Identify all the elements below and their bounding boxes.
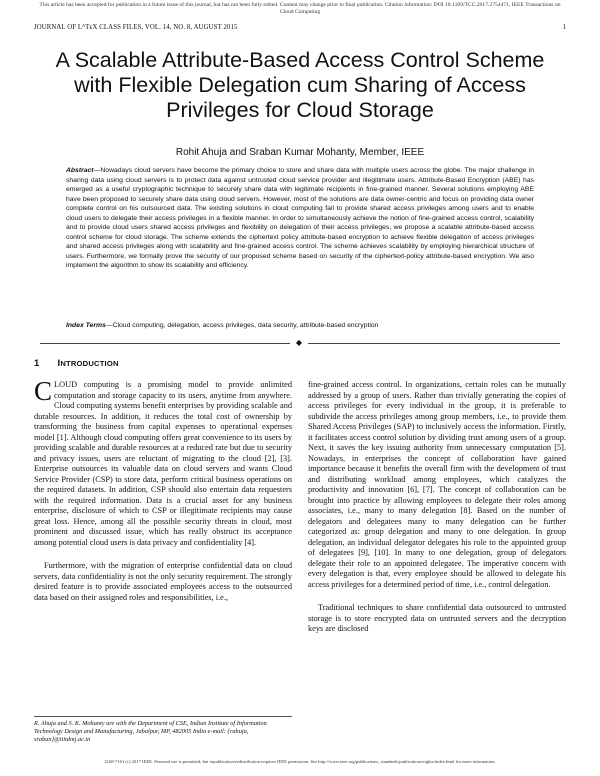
section-first-letter: I — [57, 358, 61, 369]
intro-paragraph-4: Traditional techniques to share confidential data outsourced to untrusted storage is to store encrypted data on untrusted servers and the decryption keys are disclosed — [308, 603, 566, 633]
index-terms-text: —Cloud computing, delegation, access privileges, data security, attribute-based encryption — [105, 322, 379, 329]
section-title-rest: NTRODUCTION — [60, 359, 119, 368]
index-terms — [66, 322, 534, 329]
section-heading — [34, 358, 119, 369]
author-line: Rohit Ahuja and Sraban Kumar Mohanty, Member, IEEE — [175, 147, 425, 158]
paper-title: A Scalable Attribute-Based Access Control Scheme with Flexible Delegation cum Sharing of Access Privileges for Cloud Storage — [55, 48, 545, 122]
author-footnote: R. Ahuja and S. K. Mohanty are with the Department of CSE, Indian Institute of Information Technology Design and Manufacturing, Jabalpur, MP, 482005 India e-mail: {rahuja, sraban}@iiitdmj.ac.in — [34, 716, 292, 744]
publication-notice: This article has been accepted for publication in a future issue of this journal, but has not been fully edited. Content may change prior to final publication. Citation information: DOI 10.1109/TCC.2017.2754471, IEEE Transactions on Cloud Computing — [39, 2, 561, 15]
separator-diamond-icon: ◆ — [295, 338, 303, 347]
copyright-notice: 2168-7161 (c) 2017 IEEE. Personal use is permitted, but republication/redistribution requires IEEE permission. See http://www.ieee.org/publications_standards/publications/rights/index.html for more information. — [104, 759, 496, 764]
abstract-text: —Nowadays cloud servers have become the primary choice to store and share data with multiple users across the globe. The major challenge in sharing data using cloud servers is to protect data against untrusted cloud service provider and illegitimate users. Attribute-Based Encryption (ABE) has emerged as a useful cryptographic technique to securely share data with legitimate recipients in fine-grained manner. Several solutions employing ABE have been proposed to securely share data using cloud servers. However, most of the solutions are data owner-centric and focus on providing data owner complete control on his outsourced data. The existing solutions in cloud computing fail to provide shared access privileges among users and to enable cloud users to delegate their access privileges in a flexible manner. In order to simultaneously achieve the notion of fine-grained access control, scalability and to provide cloud users shared access privileges and flexibility on delegation of their access privileges, we propose a scalable attribute-based access control scheme for cloud storage. The scheme extends the ciphertext policy attribute-based encryption to achieve flexible delegation of access privileges and shared access privileges along with scalability and fine-grained access control. The scheme achieves scalability by employing hierarchical structure of users. Furthermore, we formally prove the security of our proposed scheme based on security of the ciphertext-policy attribute-based encryption. We also implement the algorithm to show its scalability and efficiency. — [66, 167, 534, 269]
page-number: 1 — [562, 24, 566, 31]
journal-line: JOURNAL OF LᴬTᴇX CLASS FILES, VOL. 14, NO. 8, AUGUST 2015 — [34, 24, 238, 31]
abstract — [66, 166, 534, 271]
intro-paragraph-1-text: computing is a promising model to provide unlimited computation and storage capacity to its users, anytime from anywhere. Cloud computing systems benefit enterprises by providing scalable and durable resources. In addition, it reduces the total cost of ownership by transforming the business from capital expenses to operational expenses model [1]. Although cloud computing offers great convenience to its users by providing scalable and durable resources at a reduced rate but due to security and privacy issues, users are reluctant of migrating to the cloud [2], [3]. Enterprise outsources its valuable data on cloud servers and wants Cloud Service Provider (CSP) to store data, perform critical business operations on the required datasets. In addition, CSP should also entertain data requesters with the required information. Data is a crucial asset for any business enterprise, disclosure of which to CSP or illegitimate recipients may cause great loss. Hence, among all the possible security threats in cloud, most prominent and discussed issue, which has really obstruct its acceptance among potential cloud users is data privacy and confidentiality [4]. — [34, 380, 292, 547]
separator-line-right — [308, 343, 560, 344]
index-terms-label: Index Terms — [66, 322, 106, 329]
drop-cap-continuation: LOUD — [54, 380, 78, 389]
left-column — [34, 376, 292, 603]
separator-line-left — [40, 343, 290, 344]
intro-paragraph-3: fine-grained access control. In organizations, certain roles can be mutually addressed by a group of users. Rather than trivially generating the copies of access privileges for every individual in the group, it is preferable to subdivide the access privileges among group members, i.e., to provide them Shared Access Privileges (SAP) to inclusively access the information. Firstly, it facilitates access control solution by dividing trust among users of a group. Next, it saves the key issuing authority from unnecessary computation [5]. Nowadays, in enterprises the concept of collaboration have gained importance because it benefits the overall firm with the development of trust and distributing workload among employees, which catalyzes the productivity and innovation [6], [7]. The concept of collaboration can be brought into practice by allowing employees to delegate their roles among associates, i.e., many to many delegation [8]. Based on the number of delegators and delegatees many to many delegation can be further categorized as: group delegation and many to one delegation. In group delegation, an individual delegator delegates his role to the appointed group of delegatees [9], [10]. In many to one delegation, group of delegators delegate their role to an appointed delegatee. The imperative concern with every delegation is that, every employee should be allowed to delegate his access privileges for a determined period of time, i.e., control delegation. — [308, 380, 566, 589]
running-header — [34, 24, 566, 31]
intro-paragraph-2: Furthermore, with the migration of enterprise confidential data on cloud servers, data confidentiality is not the only security requirement. The strongly desired feature is to provide associated employees access to the outsourced data based on their assigned roles and responsibilities, i.e., — [34, 561, 292, 602]
right-column — [308, 380, 566, 635]
abstract-label: Abstract — [66, 167, 94, 174]
section-number: 1 — [34, 358, 40, 369]
drop-cap: C — [34, 376, 53, 406]
intro-paragraph-1 — [34, 376, 292, 548]
section-separator — [40, 339, 560, 347]
